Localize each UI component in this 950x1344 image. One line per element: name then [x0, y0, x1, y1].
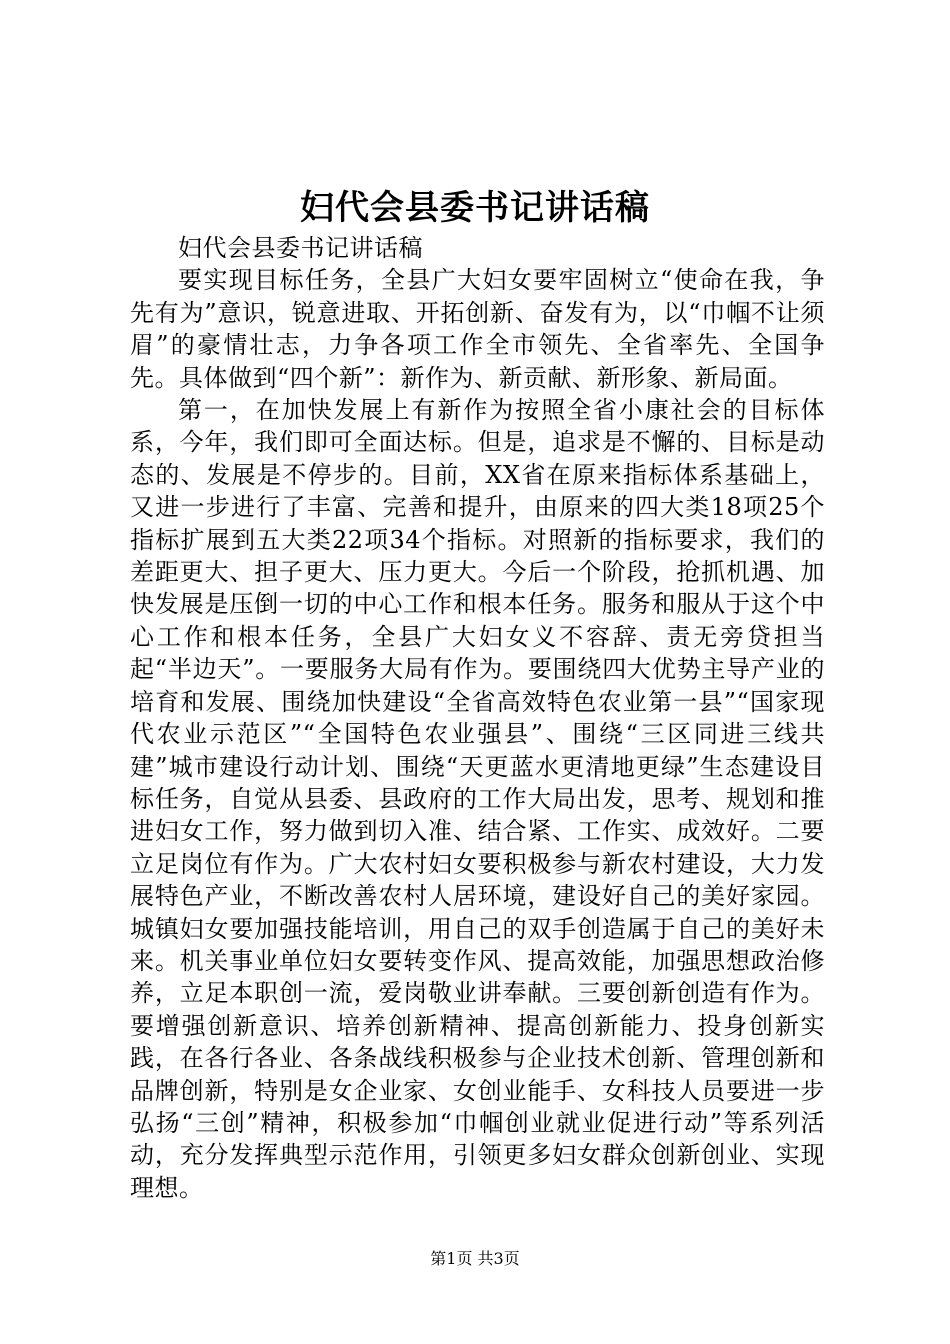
- document-title: 妇代会县委书记讲话稿: [300, 188, 650, 228]
- page-footer: 第1页 共3页: [430, 1249, 520, 1268]
- subtitle-paragraph: 妇代会县委书记讲话稿: [178, 234, 423, 262]
- intro-paragraph: 要实现目标任务，全县广大妇女要牢固树立“使命在我，争先有为”意识，锐意进取、开拓创新、奋发有为，以“巾帼不让须眉”的豪情壮志，力争各项工作全市领先、全省率先、全国争先。具体做到“四个新”：新作为、新贡献、新形象、新局面。: [130, 266, 825, 392]
- document-body: [130, 232, 825, 1204]
- section-one-paragraph: 第一，在加快发展上有新作为按照全省小康社会的目标体系，今年，我们即可全面达标。但是，追求是不懈的、目标是动态的、发展是不停步的。目前，XX省在原来指标体系基础上，又进一步进行了丰富、完善和提升，由原来的四大类18项25个指标扩展到五大类22项34个指标。对照新的指标要求，我们的差距更大、担子更大、压力更大。今后一个阶段，抢抓机遇、加快发展是压倒一切的中心工作和根本任务。服务和服从于这个中心工作和根本任务，全县广大妇女义不容辞、责无旁贷担当起“半边天”。一要服务大局有作为。要围绕四大优势主导产业的培育和发展、围绕加快建设“全省高效特色农业第一县”“国家现代农业示范区”“全国特色农业强县”、围绕“三区同进三线共建”城市建设行动计划、围绕“天更蓝水更清地更绿”生态建设目标任务，自觉从县委、县政府的工作大局出发，思考、规划和推进妇女工作，努力做到切入准、结合紧、工作实、成效好。二要立足岗位有作为。广大农村妇女要积极参与新农村建设，大力发展特色产业，不断改善农村人居环境，建设好自己的美好家园。城镇妇女要加强技能培训，用自己的双手创造属于自己的美好未来。机关事业单位妇女要转变作风、提高效能，加强思想政治修养，立足本职创一流，爱岗敬业讲奉献。三要创新创造有作为。要增强创新意识、培养创新精神、提高创新能力、投身创新实践，在各行各业、各条战线积极参与企业技术创新、管理创新和品牌创新，特别是女企业家、女创业能手、女科技人员要进一步弘扬“三创”精神，积极参加“巾帼创业就业促进行动”等系列活动，充分发挥典型示范作用，引领更多妇女群众创新创业、实现理想。: [130, 396, 825, 1202]
